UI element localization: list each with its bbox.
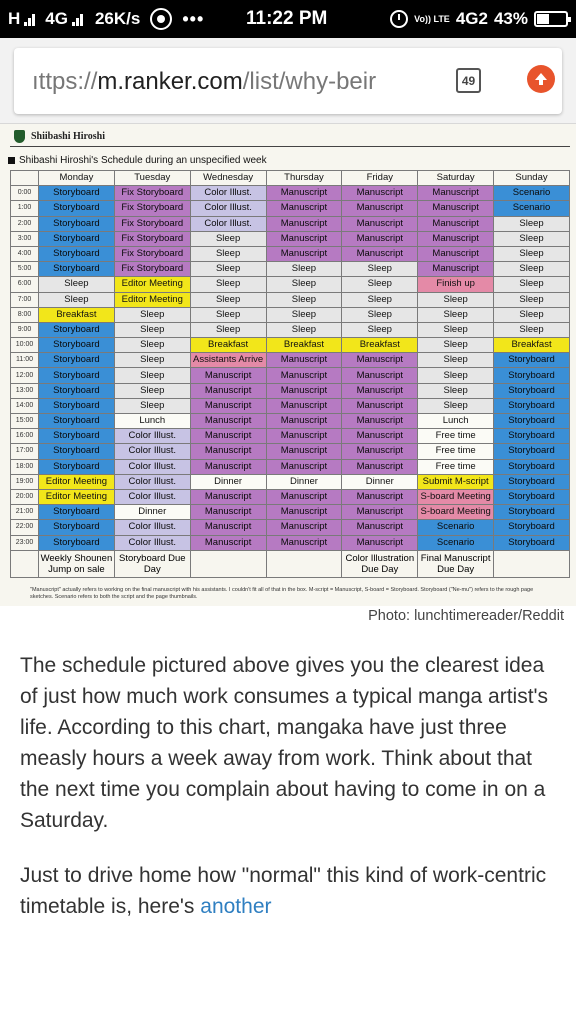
schedule-cell: Editor Meeting (114, 292, 190, 307)
schedule-cell: Sleep (418, 398, 494, 413)
schedule-cell: Breakfast (266, 338, 342, 353)
schedule-cell: Sleep (494, 262, 570, 277)
footer-cell: Color Illustration Due Day (342, 550, 418, 577)
url-scheme: ıttps:// (32, 68, 98, 95)
schedule-cell: Manuscript (266, 201, 342, 216)
schedule-cell: Manuscript (190, 489, 266, 504)
schedule-cell: Sleep (190, 322, 266, 337)
schedule-row (11, 186, 570, 201)
network-type-2: 4G2 (455, 9, 488, 28)
schedule-cell: Storyboard (39, 322, 115, 337)
time-cell: 3:00 (11, 231, 39, 246)
schedule-row (11, 216, 570, 231)
schedule-cell: Manuscript (190, 398, 266, 413)
schedule-cell: Sleep (342, 322, 418, 337)
schedule-cell: Storyboard (494, 489, 570, 504)
time-cell: 13:00 (11, 383, 39, 398)
time-cell: 2:00 (11, 216, 39, 231)
schedule-cell: Manuscript (342, 383, 418, 398)
schedule-cell: Manuscript (342, 398, 418, 413)
day-header: Wednesday (190, 171, 266, 186)
schedule-cell: S-board Meeting (418, 489, 494, 504)
footer-cell: Weekly Shounen Jump on sale (39, 550, 115, 577)
schedule-cell: Manuscript (266, 398, 342, 413)
schedule-cell: Manuscript (342, 489, 418, 504)
schedule-cell: Storyboard (39, 262, 115, 277)
status-left (8, 0, 204, 38)
url-bar[interactable] (14, 48, 562, 114)
schedule-cell: Sleep (114, 322, 190, 337)
article-paragraph-2-text: Just to drive home how "normal" this kind of work-centric timetable is, here's (20, 864, 547, 918)
schedule-cell: Manuscript (266, 186, 342, 201)
schedule-cell: Sleep (114, 398, 190, 413)
schedule-cell: Storyboard (39, 383, 115, 398)
schedule-cell: Sleep (114, 338, 190, 353)
day-header: Thursday (266, 171, 342, 186)
schedule-cell: Sleep (266, 322, 342, 337)
schedule-cell: Manuscript (342, 414, 418, 429)
schedule-cell: Manuscript (342, 429, 418, 444)
schedule-cell: Manuscript (342, 231, 418, 246)
schedule-cell: Sleep (342, 307, 418, 322)
time-cell: 4:00 (11, 246, 39, 261)
schedule-cell: Fix Storyboard (114, 186, 190, 201)
schedule-cell: Sleep (418, 383, 494, 398)
schedule-cell: Lunch (114, 414, 190, 429)
schedule-cell: Sleep (190, 277, 266, 292)
schedule-cell: Sleep (266, 292, 342, 307)
network-speed: 26K/s (94, 9, 141, 28)
schedule-cell: Storyboard (494, 520, 570, 535)
status-time: 11:22 PM (246, 8, 328, 29)
schedule-cell: Dinner (342, 474, 418, 489)
footer-cell: Final Manuscript Due Day (418, 550, 494, 577)
schedule-row (11, 262, 570, 277)
schedule-cell: Manuscript (418, 216, 494, 231)
schedule-cell: Free time (418, 459, 494, 474)
time-cell: 0:00 (11, 186, 39, 201)
schedule-cell: Manuscript (342, 535, 418, 550)
schedule-row (11, 398, 570, 413)
schedule-cell: Breakfast (342, 338, 418, 353)
schedule-cell: S-board Meeting (418, 505, 494, 520)
schedule-row (11, 292, 570, 307)
schedule-cell: Manuscript (342, 246, 418, 261)
schedule-cell: Sleep (342, 277, 418, 292)
schedule-cell: Storyboard (39, 505, 115, 520)
schedule-cell: Manuscript (418, 186, 494, 201)
schedule-cell: Color Illust. (114, 520, 190, 535)
schedule-cell: Dinner (266, 474, 342, 489)
time-cell: 14:00 (11, 398, 39, 413)
schedule-cell: Manuscript (342, 186, 418, 201)
schedule-cell: Sleep (114, 368, 190, 383)
time-cell: 21:00 (11, 505, 39, 520)
schedule-cell: Storyboard (39, 201, 115, 216)
schedule-cell: Lunch (418, 414, 494, 429)
schedule-footer-row (11, 550, 570, 577)
schedule-cell: Manuscript (342, 444, 418, 459)
schedule-row (11, 322, 570, 337)
schedule-cell: Sleep (418, 322, 494, 337)
schedule-cell: Sleep (266, 262, 342, 277)
article-paragraph-2 (20, 860, 560, 922)
schedule-cell: Storyboard (494, 535, 570, 550)
schedule-cell: Breakfast (190, 338, 266, 353)
schedule-cell: Storyboard (39, 520, 115, 535)
schedule-cell: Manuscript (342, 505, 418, 520)
schedule-cell: Breakfast (494, 338, 570, 353)
schedule-row (11, 338, 570, 353)
schedule-row (11, 505, 570, 520)
schedule-cell: Scenario (494, 186, 570, 201)
schedule-cell: Storyboard (39, 338, 115, 353)
schedule-row (11, 429, 570, 444)
schedule-cell: Storyboard (39, 429, 115, 444)
schedule-cell: Storyboard (39, 444, 115, 459)
shield-logo-icon (14, 130, 25, 143)
schedule-cell: Storyboard (494, 383, 570, 398)
schedule-row (11, 414, 570, 429)
schedule-cell: Sleep (190, 292, 266, 307)
schedule-cell: Color Illust. (114, 444, 190, 459)
footer-cell (190, 550, 266, 577)
schedule-cell: Sleep (494, 246, 570, 261)
schedule-cell: Storyboard (39, 414, 115, 429)
schedule-cell: Manuscript (342, 368, 418, 383)
schedule-cell: Color Illust. (190, 216, 266, 231)
schedule-cell: Manuscript (342, 353, 418, 368)
schedule-cell: Storyboard (39, 246, 115, 261)
schedule-cell: Sleep (494, 216, 570, 231)
schedule-cell: Scenario (494, 201, 570, 216)
schedule-cell: Storyboard (494, 474, 570, 489)
schedule-cell: Manuscript (190, 505, 266, 520)
schedule-cell: Sleep (39, 277, 115, 292)
time-cell: 9:00 (11, 322, 39, 337)
battery-percent: 43% (493, 9, 528, 28)
schedule-cell: Sleep (190, 246, 266, 261)
schedule-cell: Sleep (494, 322, 570, 337)
schedule-footnote: "Manuscript" actually refers to working on the final manuscript with his assistants. I couldn't fit all of that in the box. M-script = Manuscript, S-board = Storyboard. Storyboard ("Ne-mu") refers to the rough page sketches. Scenario refers to both the script and the page thumbnails. (30, 587, 534, 600)
schedule-cell: Fix Storyboard (114, 201, 190, 216)
time-cell: 22:00 (11, 520, 39, 535)
day-header: Saturday (418, 171, 494, 186)
signal-icon (24, 12, 35, 26)
time-cell: 10:00 (11, 338, 39, 353)
footer-blank-cell (11, 550, 39, 577)
schedule-cell: Free time (418, 429, 494, 444)
article-paragraph-1: The schedule pictured above gives you the clearest idea of just how much work consumes a typical manga artist's life. According to this chart, mangaka have just three measly hours a week away from work. Think about that the next time you complain about having to come in on a Saturday. (20, 654, 549, 832)
schedule-cell: Fix Storyboard (114, 246, 190, 261)
time-cell: 17:00 (11, 444, 39, 459)
schedule-cell: Sleep (190, 262, 266, 277)
schedule-row (11, 383, 570, 398)
more-notifications: ••• (182, 8, 205, 29)
schedule-cell: Storyboard (494, 505, 570, 520)
schedule-cell: Manuscript (266, 459, 342, 474)
schedule-cell: Sleep (39, 292, 115, 307)
carrier-indicator: H (8, 9, 21, 28)
schedule-cell: Storyboard (494, 459, 570, 474)
schedule-cell: Storyboard (39, 368, 115, 383)
schedule-cell: Sleep (418, 368, 494, 383)
schedule-cell: Color Illust. (114, 429, 190, 444)
schedule-cell: Fix Storyboard (114, 231, 190, 246)
schedule-cell: Sleep (494, 277, 570, 292)
schedule-cell: Fix Storyboard (114, 216, 190, 231)
schedule-row (11, 368, 570, 383)
schedule-row (11, 489, 570, 504)
day-header: Monday (39, 171, 115, 186)
scan-header (14, 128, 105, 144)
schedule-cell: Sleep (418, 307, 494, 322)
schedule-cell: Sleep (494, 307, 570, 322)
chrome-icon (150, 8, 172, 30)
schedule-cell: Manuscript (190, 383, 266, 398)
footer-cell: Storyboard Due Day (114, 550, 190, 577)
footer-cell (494, 550, 570, 577)
browser-toolbar (0, 38, 576, 124)
schedule-row (11, 535, 570, 550)
schedule-cell: Manuscript (418, 231, 494, 246)
signal-icon-2 (72, 12, 83, 26)
schedule-cell: Manuscript (418, 246, 494, 261)
alarm-icon (390, 10, 408, 28)
tab-switcher-button[interactable]: 49 (456, 68, 481, 93)
url-path: /list/why-beir (242, 68, 377, 95)
schedule-cell: Storyboard (494, 429, 570, 444)
schedule-row (11, 444, 570, 459)
schedule-cell: Sleep (266, 277, 342, 292)
time-cell: 19:00 (11, 474, 39, 489)
schedule-cell: Manuscript (190, 520, 266, 535)
time-cell: 15:00 (11, 414, 39, 429)
schedule-cell: Color Illust. (114, 459, 190, 474)
time-cell: 23:00 (11, 535, 39, 550)
bullet-square-icon (8, 157, 15, 164)
time-header (11, 171, 39, 186)
footer-cell (266, 550, 342, 577)
schedule-cell: Sleep (190, 231, 266, 246)
time-cell: 8:00 (11, 307, 39, 322)
schedule-row (11, 520, 570, 535)
schedule-cell: Fix Storyboard (114, 262, 190, 277)
schedule-cell: Storyboard (494, 444, 570, 459)
schedule-header-row (11, 171, 570, 186)
time-cell: 7:00 (11, 292, 39, 307)
schedule-cell: Dinner (190, 474, 266, 489)
schedule-cell: Scenario (418, 520, 494, 535)
schedule-cell: Manuscript (266, 414, 342, 429)
schedule-cell: Editor Meeting (39, 474, 115, 489)
schedule-table (10, 170, 570, 578)
schedule-cell: Scenario (418, 535, 494, 550)
time-cell: 18:00 (11, 459, 39, 474)
schedule-cell: Editor Meeting (39, 489, 115, 504)
schedule-cell: Manuscript (190, 429, 266, 444)
schedule-cell: Free time (418, 444, 494, 459)
network-type: 4G (45, 9, 68, 28)
schedule-cell: Storyboard (494, 398, 570, 413)
schedule-cell: Storyboard (39, 186, 115, 201)
schedule-row (11, 231, 570, 246)
schedule-cell: Manuscript (266, 520, 342, 535)
schedule-title (8, 155, 267, 166)
up-arrow-icon[interactable] (527, 65, 555, 93)
schedule-cell: Storyboard (39, 231, 115, 246)
schedule-cell: Manuscript (418, 201, 494, 216)
schedule-cell: Color Illust. (114, 474, 190, 489)
scan-author: Shiibashi Hiroshi (31, 130, 106, 142)
schedule-cell: Sleep (342, 292, 418, 307)
schedule-cell: Manuscript (266, 444, 342, 459)
day-header: Sunday (494, 171, 570, 186)
divider (10, 146, 570, 147)
schedule-cell: Sleep (494, 231, 570, 246)
schedule-cell: Storyboard (39, 353, 115, 368)
url-host: m.ranker.com (97, 68, 243, 95)
day-header: Friday (342, 171, 418, 186)
schedule-cell: Manuscript (266, 368, 342, 383)
schedule-row (11, 474, 570, 489)
schedule-row (11, 277, 570, 292)
schedule-cell: Manuscript (190, 444, 266, 459)
schedule-cell: Sleep (494, 292, 570, 307)
article-link-another[interactable]: another (200, 895, 272, 918)
schedule-image (0, 124, 576, 606)
status-bar (0, 0, 576, 38)
time-cell: 1:00 (11, 201, 39, 216)
schedule-cell: Sleep (114, 383, 190, 398)
schedule-row (11, 246, 570, 261)
schedule-cell: Manuscript (342, 216, 418, 231)
schedule-cell: Storyboard (39, 398, 115, 413)
time-cell: 12:00 (11, 368, 39, 383)
schedule-cell: Sleep (418, 292, 494, 307)
schedule-cell: Color Illust. (114, 489, 190, 504)
schedule-cell: Color Illust. (190, 186, 266, 201)
schedule-cell: Manuscript (342, 520, 418, 535)
schedule-cell: Storyboard (39, 535, 115, 550)
schedule-cell: Sleep (114, 307, 190, 322)
schedule-cell: Assistants Arrive (190, 353, 266, 368)
schedule-cell: Breakfast (39, 307, 115, 322)
schedule-cell: Manuscript (266, 216, 342, 231)
status-right (390, 0, 568, 38)
time-cell: 6:00 (11, 277, 39, 292)
schedule-row (11, 353, 570, 368)
schedule-row (11, 307, 570, 322)
schedule-cell: Manuscript (266, 505, 342, 520)
schedule-cell: Manuscript (342, 459, 418, 474)
schedule-cell: Manuscript (190, 414, 266, 429)
volte-indicator: Vo)) LTE (414, 13, 450, 24)
schedule-cell: Dinner (114, 505, 190, 520)
photo-credit: Photo: lunchtimereader/Reddit (368, 608, 564, 624)
schedule-title-text: Shibashi Hiroshi's Schedule during an unspecified week (19, 155, 267, 166)
schedule-cell: Manuscript (190, 368, 266, 383)
time-cell: 5:00 (11, 262, 39, 277)
schedule-cell: Sleep (114, 353, 190, 368)
schedule-row (11, 459, 570, 474)
battery-icon (534, 11, 568, 27)
time-cell: 16:00 (11, 429, 39, 444)
schedule-cell: Sleep (190, 307, 266, 322)
schedule-cell: Manuscript (342, 201, 418, 216)
schedule-cell: Color Illust. (114, 535, 190, 550)
url-text[interactable] (32, 68, 432, 96)
schedule-row (11, 201, 570, 216)
battery-fill (537, 14, 549, 24)
schedule-cell: Manuscript (266, 231, 342, 246)
schedule-cell: Color Illust. (190, 201, 266, 216)
schedule-cell: Manuscript (266, 246, 342, 261)
schedule-cell: Manuscript (266, 383, 342, 398)
schedule-cell: Sleep (342, 262, 418, 277)
schedule-cell: Storyboard (39, 216, 115, 231)
schedule-cell: Manuscript (266, 535, 342, 550)
time-cell: 11:00 (11, 353, 39, 368)
schedule-cell: Manuscript (266, 429, 342, 444)
schedule-cell: Storyboard (494, 368, 570, 383)
time-cell: 20:00 (11, 489, 39, 504)
schedule-cell: Manuscript (190, 535, 266, 550)
schedule-cell: Sleep (266, 307, 342, 322)
schedule-cell: Editor Meeting (114, 277, 190, 292)
schedule-cell: Finish up (418, 277, 494, 292)
schedule-cell: Sleep (418, 353, 494, 368)
day-header: Tuesday (114, 171, 190, 186)
schedule-cell: Submit M-script (418, 474, 494, 489)
article-body (20, 650, 560, 946)
schedule-cell: Manuscript (190, 459, 266, 474)
schedule-cell: Manuscript (266, 489, 342, 504)
schedule-cell: Storyboard (494, 353, 570, 368)
schedule-cell: Manuscript (418, 262, 494, 277)
schedule-cell: Manuscript (266, 353, 342, 368)
schedule-cell: Storyboard (494, 414, 570, 429)
schedule-cell: Sleep (418, 338, 494, 353)
schedule-cell: Storyboard (39, 459, 115, 474)
